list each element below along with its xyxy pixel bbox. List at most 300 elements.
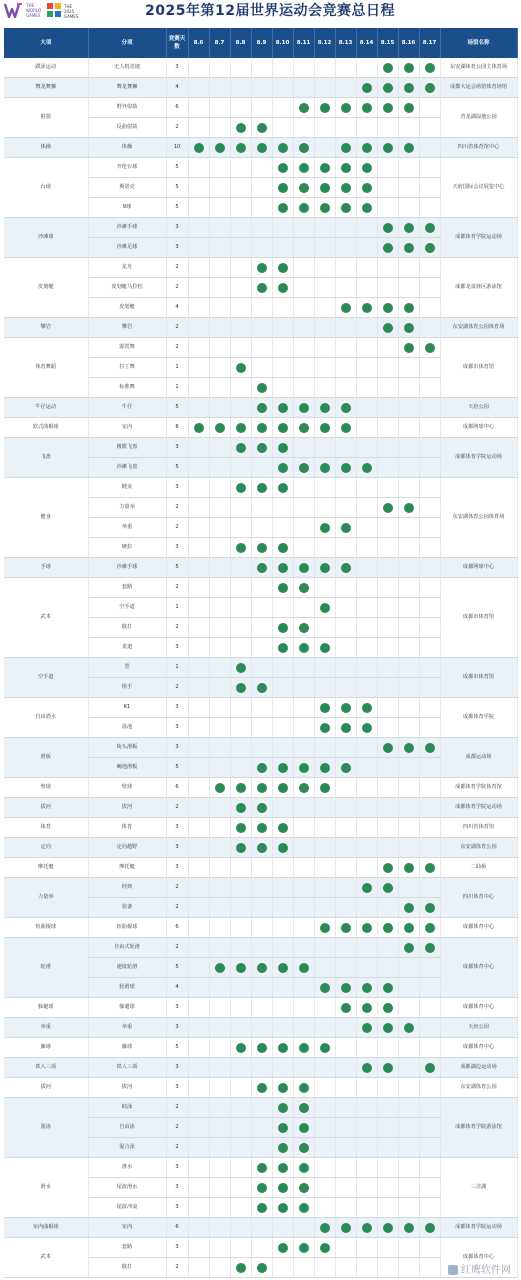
date-cell <box>230 818 251 838</box>
days-cell: 6 <box>166 778 188 798</box>
sub-cell: 散打 <box>88 618 166 638</box>
table-row <box>4 798 517 818</box>
date-cell <box>419 378 440 398</box>
days-cell: 5 <box>166 398 188 418</box>
date-cell <box>335 958 356 978</box>
date-cell <box>335 378 356 398</box>
date-cell <box>251 398 272 418</box>
competition-day-dot-icon <box>383 863 393 873</box>
date-cell <box>251 478 272 498</box>
date-cell <box>230 1258 251 1278</box>
date-cell <box>419 898 440 918</box>
date-cell <box>314 498 335 518</box>
date-cell <box>377 138 398 158</box>
date-cell <box>335 118 356 138</box>
date-cell <box>335 658 356 678</box>
date-cell <box>293 498 314 518</box>
date-cell <box>356 938 377 958</box>
date-cell <box>398 898 419 918</box>
venue-cell: 四川省体育馆中心 <box>440 138 517 158</box>
date-cell <box>272 1238 293 1258</box>
date-cell <box>293 378 314 398</box>
sub-cell: 散打 <box>88 1258 166 1278</box>
venue-cell: 成都湖边运动场 <box>440 1058 517 1078</box>
date-cell <box>377 718 398 738</box>
date-cell <box>398 338 419 358</box>
date-cell <box>251 838 272 858</box>
date-cell <box>272 378 293 398</box>
venue-cell: 成都体育学院运动场 <box>440 218 517 258</box>
date-cell <box>188 78 209 98</box>
date-cell <box>251 1198 272 1218</box>
date-cell <box>377 1258 398 1278</box>
date-cell <box>314 898 335 918</box>
date-cell <box>251 978 272 998</box>
date-cell <box>293 1198 314 1218</box>
date-cell <box>209 758 230 778</box>
major-cell: 体育 <box>4 818 88 838</box>
date-cell <box>209 698 230 718</box>
competition-day-dot-icon <box>299 1103 309 1113</box>
date-cell <box>230 838 251 858</box>
date-cell <box>188 278 209 298</box>
competition-day-dot-icon <box>236 683 246 693</box>
date-cell <box>209 958 230 978</box>
date-cell <box>356 538 377 558</box>
date-cell <box>419 1018 440 1038</box>
sub-cell: 滑水 <box>88 1158 166 1178</box>
date-cell <box>419 438 440 458</box>
major-cell: 武术 <box>4 578 88 658</box>
competition-day-dot-icon <box>320 923 330 933</box>
table-row <box>4 998 517 1018</box>
date-cell <box>230 478 251 498</box>
date-cell <box>251 998 272 1018</box>
date-cell <box>230 258 251 278</box>
days-cell: 2 <box>166 318 188 338</box>
days-cell: 3 <box>166 478 188 498</box>
sub-cell: 反曲射箭 <box>88 118 166 138</box>
major-cell: 定向 <box>4 838 88 858</box>
date-cell <box>377 78 398 98</box>
date-cell <box>419 598 440 618</box>
date-cell <box>230 978 251 998</box>
date-cell <box>230 618 251 638</box>
date-cell <box>419 978 440 998</box>
days-cell: 5 <box>166 958 188 978</box>
date-cell <box>188 658 209 678</box>
date-cell <box>293 1058 314 1078</box>
date-cell <box>377 978 398 998</box>
date-cell <box>188 1218 209 1238</box>
sub-cell: 沙滩足球 <box>88 238 166 258</box>
date-cell <box>314 98 335 118</box>
competition-day-dot-icon <box>278 783 288 793</box>
date-cell <box>356 498 377 518</box>
date-cell <box>272 998 293 1018</box>
date-cell <box>356 578 377 598</box>
date-cell <box>272 1138 293 1158</box>
major-cell: 沙滩球 <box>4 218 88 258</box>
date-cell <box>398 1138 419 1158</box>
date-cell <box>314 358 335 378</box>
date-cell <box>209 878 230 898</box>
sub-cell: 硬拉 <box>88 538 166 558</box>
date-cell <box>314 1218 335 1238</box>
date-cell <box>272 738 293 758</box>
competition-day-dot-icon <box>257 1203 267 1213</box>
date-cell <box>272 238 293 258</box>
competition-day-dot-icon <box>236 483 246 493</box>
competition-day-dot-icon <box>299 463 309 473</box>
col-date: 8.17 <box>419 28 440 58</box>
date-cell <box>419 938 440 958</box>
date-cell <box>293 398 314 418</box>
sub-cell: 拔河 <box>88 1078 166 1098</box>
date-cell <box>293 838 314 858</box>
date-cell <box>356 798 377 818</box>
date-cell <box>377 498 398 518</box>
date-cell <box>230 1118 251 1138</box>
competition-day-dot-icon <box>341 1003 351 1013</box>
date-cell <box>251 658 272 678</box>
date-cell <box>230 1078 251 1098</box>
date-cell <box>272 438 293 458</box>
sub-cell: 无人机竞速 <box>88 58 166 78</box>
date-cell <box>251 778 272 798</box>
sub-cell: 野外射箭 <box>88 98 166 118</box>
days-cell: 3 <box>166 858 188 878</box>
competition-day-dot-icon <box>236 123 246 133</box>
table-row <box>4 138 517 158</box>
date-cell <box>188 1158 209 1178</box>
date-cell <box>230 558 251 578</box>
date-cell <box>188 98 209 118</box>
date-cell <box>272 1078 293 1098</box>
competition-day-dot-icon <box>425 1223 435 1233</box>
date-cell <box>209 1018 230 1038</box>
competition-day-dot-icon <box>278 1103 288 1113</box>
date-cell <box>230 1218 251 1238</box>
venue-cell: 东安湖体育公园体育场 <box>440 318 517 338</box>
date-cell <box>272 1038 293 1058</box>
date-cell <box>293 258 314 278</box>
competition-day-dot-icon <box>257 143 267 153</box>
competition-day-dot-icon <box>425 243 435 253</box>
competition-day-dot-icon <box>278 183 288 193</box>
date-cell <box>188 538 209 558</box>
date-cell <box>419 778 440 798</box>
date-cell <box>188 1058 209 1078</box>
competition-day-dot-icon <box>278 1123 288 1133</box>
date-cell <box>293 658 314 678</box>
date-cell <box>293 418 314 438</box>
date-cell <box>251 1258 272 1278</box>
date-cell <box>356 978 377 998</box>
date-cell <box>377 918 398 938</box>
date-cell <box>209 778 230 798</box>
date-cell <box>419 498 440 518</box>
date-cell <box>398 838 419 858</box>
competition-day-dot-icon <box>404 903 414 913</box>
date-cell <box>230 758 251 778</box>
days-cell: 1 <box>166 658 188 678</box>
competition-day-dot-icon <box>425 943 435 953</box>
competition-day-dot-icon <box>257 783 267 793</box>
date-cell <box>230 658 251 678</box>
date-cell <box>419 358 440 378</box>
date-cell <box>356 758 377 778</box>
date-cell <box>293 158 314 178</box>
date-cell <box>377 658 398 678</box>
competition-day-dot-icon <box>278 263 288 273</box>
sub-cell: 速度轮滑 <box>88 958 166 978</box>
date-cell <box>188 218 209 238</box>
competition-day-dot-icon <box>236 543 246 553</box>
competition-day-dot-icon <box>215 963 225 973</box>
date-cell <box>419 198 440 218</box>
date-cell <box>398 918 419 938</box>
sub-cell: 经典 <box>88 878 166 898</box>
date-cell <box>419 1218 440 1238</box>
watermark-icon <box>448 1265 458 1275</box>
col-venue: 场馆名称 <box>440 28 517 58</box>
sub-cell: 举重 <box>88 1018 166 1038</box>
date-cell <box>377 538 398 558</box>
date-cell <box>188 958 209 978</box>
date-cell <box>230 798 251 818</box>
venue-cell: 成都体育中心 <box>440 918 517 938</box>
date-cell <box>251 798 272 818</box>
sub-cell: 装备 <box>88 898 166 918</box>
competition-day-dot-icon <box>341 983 351 993</box>
date-cell <box>377 758 398 778</box>
date-cell <box>377 518 398 538</box>
date-cell <box>314 158 335 178</box>
date-cell <box>251 78 272 98</box>
date-cell <box>230 58 251 78</box>
date-cell <box>251 418 272 438</box>
date-cell <box>293 1138 314 1158</box>
date-cell <box>272 98 293 118</box>
date-cell <box>356 458 377 478</box>
date-cell <box>293 78 314 98</box>
date-cell <box>377 318 398 338</box>
date-cell <box>377 1158 398 1178</box>
date-cell <box>272 218 293 238</box>
date-cell <box>356 298 377 318</box>
days-cell: 3 <box>166 998 188 1018</box>
date-cell <box>188 738 209 758</box>
date-cell <box>230 118 251 138</box>
date-cell <box>272 158 293 178</box>
date-cell <box>314 1018 335 1038</box>
date-cell <box>230 1238 251 1258</box>
date-cell <box>314 738 335 758</box>
date-cell <box>251 338 272 358</box>
days-cell: 3 <box>166 718 188 738</box>
date-cell <box>188 598 209 618</box>
date-cell <box>251 618 272 638</box>
competition-day-dot-icon <box>236 1043 246 1053</box>
days-cell: 2 <box>166 578 188 598</box>
date-cell <box>419 258 440 278</box>
competition-day-dot-icon <box>320 603 330 613</box>
date-cell <box>188 258 209 278</box>
days-cell: 3 <box>166 538 188 558</box>
days-cell: 2 <box>166 1118 188 1138</box>
date-cell <box>356 1078 377 1098</box>
days-cell: 5 <box>166 158 188 178</box>
date-cell <box>419 1198 440 1218</box>
date-cell <box>335 278 356 298</box>
date-cell <box>251 458 272 478</box>
date-cell <box>419 698 440 718</box>
date-cell <box>230 178 251 198</box>
competition-day-dot-icon <box>404 343 414 353</box>
date-cell <box>272 838 293 858</box>
date-cell <box>356 318 377 338</box>
sub-cell: 沙滩手球 <box>88 218 166 238</box>
date-cell <box>230 638 251 658</box>
date-cell <box>272 1218 293 1238</box>
date-cell <box>293 58 314 78</box>
date-cell <box>230 1018 251 1038</box>
date-cell <box>398 138 419 158</box>
date-cell <box>251 378 272 398</box>
date-cell <box>419 838 440 858</box>
competition-day-dot-icon <box>425 83 435 93</box>
competition-day-dot-icon <box>320 423 330 433</box>
date-cell <box>209 998 230 1018</box>
date-cell <box>251 538 272 558</box>
date-cell <box>230 418 251 438</box>
date-cell <box>335 1098 356 1118</box>
competition-day-dot-icon <box>236 663 246 673</box>
sub-cell: 体操 <box>88 138 166 158</box>
date-cell <box>293 118 314 138</box>
competition-day-dot-icon <box>404 83 414 93</box>
date-cell <box>356 178 377 198</box>
date-cell <box>188 298 209 318</box>
major-cell: 滑水 <box>4 1158 88 1218</box>
date-cell <box>335 738 356 758</box>
date-cell <box>335 178 356 198</box>
competition-day-dot-icon <box>425 343 435 353</box>
competition-day-dot-icon <box>383 923 393 933</box>
date-cell <box>398 738 419 758</box>
date-cell <box>209 198 230 218</box>
date-cell <box>314 858 335 878</box>
date-cell <box>419 918 440 938</box>
date-cell <box>230 1058 251 1078</box>
competition-day-dot-icon <box>362 883 372 893</box>
date-cell <box>377 278 398 298</box>
date-cell <box>209 58 230 78</box>
major-cell: 舞龙舞狮 <box>4 78 88 98</box>
date-cell <box>398 438 419 458</box>
date-cell <box>251 918 272 938</box>
date-cell <box>230 698 251 718</box>
date-cell <box>209 538 230 558</box>
competition-day-dot-icon <box>404 503 414 513</box>
date-cell <box>230 1198 251 1218</box>
date-cell <box>419 638 440 658</box>
date-cell <box>272 78 293 98</box>
date-cell <box>335 678 356 698</box>
date-cell <box>356 358 377 378</box>
days-cell: 2 <box>166 118 188 138</box>
date-cell <box>398 418 419 438</box>
sub-cell: 短曲棍球 <box>88 918 166 938</box>
date-cell <box>419 458 440 478</box>
competition-day-dot-icon <box>341 703 351 713</box>
date-cell <box>377 1058 398 1078</box>
venue-cell: 成都体育中心 <box>440 938 517 998</box>
venue-cell: 成都体育学院游泳馆 <box>440 1098 517 1158</box>
date-cell <box>209 298 230 318</box>
date-cell <box>398 1078 419 1098</box>
date-cell <box>419 578 440 598</box>
days-cell: 3 <box>166 1198 188 1218</box>
date-cell <box>314 338 335 358</box>
days-cell: 2 <box>166 618 188 638</box>
competition-day-dot-icon <box>278 623 288 633</box>
date-cell <box>272 258 293 278</box>
date-cell <box>188 898 209 918</box>
competition-day-dot-icon <box>404 143 414 153</box>
date-cell <box>398 1198 419 1218</box>
table-row <box>4 1238 517 1258</box>
date-cell <box>335 538 356 558</box>
venue-cell: 成都体育中心 <box>440 1238 517 1278</box>
sub-cell: 壁球 <box>88 778 166 798</box>
days-cell: 3 <box>166 218 188 238</box>
date-cell <box>209 518 230 538</box>
date-cell <box>230 238 251 258</box>
col-date: 8.15 <box>377 28 398 58</box>
days-cell: 4 <box>166 78 188 98</box>
competition-day-dot-icon <box>299 623 309 633</box>
date-cell <box>356 1038 377 1058</box>
major-cell: 躲避球 <box>4 998 88 1018</box>
date-cell <box>335 1198 356 1218</box>
date-cell <box>335 1018 356 1038</box>
date-cell <box>356 1198 377 1218</box>
competition-day-dot-icon <box>278 1143 288 1153</box>
date-cell <box>272 138 293 158</box>
date-cell <box>188 458 209 478</box>
competition-day-dot-icon <box>362 103 372 113</box>
date-cell <box>335 818 356 838</box>
date-cell <box>188 1118 209 1138</box>
date-cell <box>251 1138 272 1158</box>
date-cell <box>314 258 335 278</box>
competition-day-dot-icon <box>341 103 351 113</box>
sub-cell: 力量举 <box>88 498 166 518</box>
table-row <box>4 658 517 678</box>
date-cell <box>230 278 251 298</box>
date-cell <box>419 1158 440 1178</box>
date-cell <box>314 58 335 78</box>
competition-day-dot-icon <box>257 1043 267 1053</box>
date-cell <box>419 718 440 738</box>
competition-day-dot-icon <box>425 1063 435 1073</box>
competition-day-dot-icon <box>278 163 288 173</box>
table-row <box>4 738 517 758</box>
date-cell <box>251 598 272 618</box>
sub-cell: 举重 <box>88 518 166 538</box>
